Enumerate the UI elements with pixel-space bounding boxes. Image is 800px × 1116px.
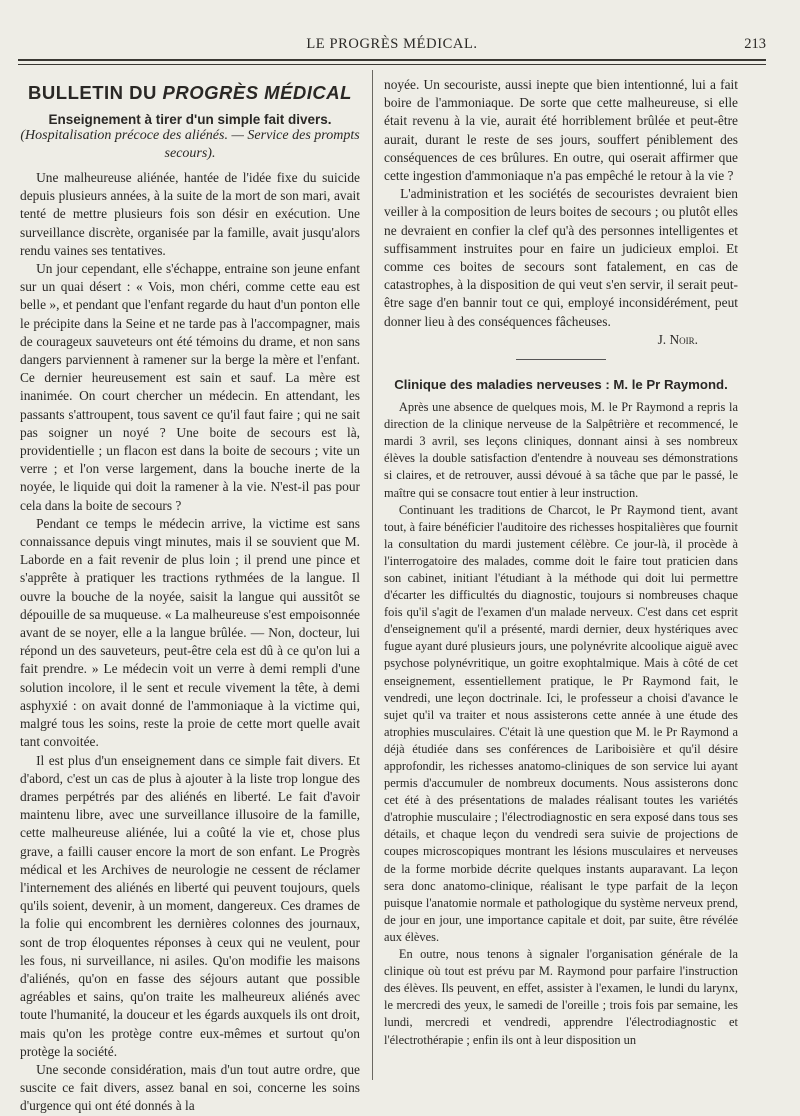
article-title: Enseignement à tirer d'un simple fait divers. bbox=[48, 112, 332, 127]
article-subtitle: (Hospitalisation précoce des aliénés. — Service des prompts secours). bbox=[20, 128, 360, 161]
header-rule-thin bbox=[18, 64, 766, 65]
bulletin-title bbox=[20, 82, 360, 104]
author-signature: J. Noir. bbox=[657, 331, 698, 347]
signature-line bbox=[384, 331, 738, 349]
left-column bbox=[20, 76, 360, 1114]
paragraph: Après une absence de quelques mois, M. le Pr Raymond a repris la direction de la clinique nerveuse de la Salpêtrière et recommencé, le mardi 3 avril, ses leçons cliniques, donnant ainsi à ses nombreux élèves la double satisfaction d'entendre à nouveau ses démonstrations si claires, et de retrouver, aussi dévoué à sa tâche que par le passé, le maître qui se consacre tout entier à leur instruction. bbox=[384, 400, 738, 500]
bulletin-title-journal: PROGRÈS MÉDICAL bbox=[162, 82, 352, 103]
paragraph: Continuant les traditions de Charcot, le Pr Raymond tient, avant tout, à faire bénéficier l'auditoire des richesses hospitalières que fournit la consultation du mardi justement célèbre. Ce jour-là, il procède à l'interrogatoire des malades, comme doit le faire tout praticien dans son cabinet, initiant l'étudiant à la méthode qui doit lui permettre d'écarter les difficultés du diagnostic, toujours si nombreuses chaque fois qu'il s'agit de l'examen d'un malade nerveux. C'est dans cet esprit d'enseignement qu'il a présenté, mardi dernier, deux hystériques avec fugue ayant duré plusieurs jours, une polynévrite alcoolique aiguë avec psychose polynévritique, un goitre exophtalmique. Mais à côté de cet enseignement, essentiellement pratique, le Pr Raymond fait, le vendredi, une leçon doctrinale. Ici, le professeur a choisi d'avance le sujet qu'il va traiter et nous assisterons cette année à une étude des atrophies musculaires. C'était là une question que M. le Pr Raymond a déjà étudiée dans ses conférences de Lariboisière et qu'il désire approfondir, les richesses anatomo-cliniques de son service lui ayant permis d'accumuler de nombreux documents. Nous assisterons donc cet été à des présentations de malades réalisant toutes les variétés d'atrophie musculaire ; l'électrodiagnostic en sera exposé dans tous ses détails, et chaque leçon du vendredi sera suivie de projections de coupes microscopiques montrant les lésions musculaires et nerveuses de la forme morbide décrite quelques instants auparavant. La leçon sera donc anatomo-clinique, réalisant le type parfait de la leçon puisque l'anatomie normale et pathologique du système nerveux prend, de jour en jour, une importance capitale et doit, par suite, être révélée aux élèves. bbox=[384, 502, 738, 944]
paragraph: Une malheureuse aliénée, hantée de l'idée fixe du suicide depuis plusieurs années, à la suite de la mort de son mari, avait tenté de mettre plusieurs fois son désir en exécution. Une surveillance discrète, organisée par la famille, avait jusqu'alors rendu vaines ses tentatives. bbox=[20, 170, 360, 258]
column-divider bbox=[372, 70, 373, 1080]
paragraph: Un jour cependant, elle s'échappe, entraine son jeune enfant sur un quai désert : « Vois, mon chéri, comme cette eau est belle », et pendant que l'enfant regarde du haut d'un ponton elle le précipite dans la Seine et ne tarde pas à l'accompagner, mais de courageux sauveteurs ont été témoins du drame, et non sans dangers parviennent à ramener sur la berge la mère et l'enfant. Ce dernier heureusement est sain et sauf. La mère est inanimée. On court chercher un médecin. En attendant, les passants s'attroupent, tous savent ce qu'il faut faire ; qui ne sait pas soigner un noyé ? Une boite de secours est là, providentielle ; un flacon est dans la boite de secours ; vite un verre ; et l'on verse largement, dans la bouche inerte de la noyée, le liquide qui doit la ramener à la vie. N'est-il pas pour cela dans la boite de secours ? bbox=[20, 261, 360, 513]
article-title: Clinique des maladies nerveuses : M. le Pr Raymond. bbox=[394, 377, 728, 393]
paragraph: Il est plus d'un enseignement dans ce simple fait divers. Et d'abord, c'est un cas de plus à ajouter à la liste trop longue des drames perpétrés par des aliénés en liberté. Le fait d'avoir maintenu libre, avec une surveillance illusoire de la famille, cette malheureuse aliénée, lui a coûté la vie et, chose plus grave, a failli causer encore la mort de son enfant. Le Progrès médical et les Archives de neurologie ne cessent de réclamer l'internement des aliénés en liberté qui peuvent toujours, quels qu'ils soient, devenir, à un moment, dangereux. Ces drames de la folie qui encombrent les dernières colonnes des journaux, sont de trop éloquentes réponses à ceux qui ne veulent, pour les fous, ni surveillance, ni asiles. Qu'on modifie les maisons d'aliénés, qu'on en fasse des séjours autant que possible agréables et sains, qu'on traite les malheureux aliénés avec toute l'humanité, la douceur et les égards auxquels ils ont droit, mais qu'on les protège contre eux-mêmes et surtout qu'on protège la société. bbox=[20, 752, 360, 1059]
paragraph: Une seconde considération, mais d'un tout autre ordre, que suscite ce fait divers, assez banal en soi, concerne les soins d'urgence qui ont été donnés à la bbox=[20, 1061, 360, 1114]
header-rule bbox=[18, 59, 766, 61]
page-header bbox=[18, 36, 766, 56]
paragraph: noyée. Un secouriste, aussi inepte que bien intentionné, lui a fait boire de l'ammoniaque. De sorte que cette malheureuse, si elle était revenu à la vie, aurait été horriblement brûlée et peut-être aurait, durant le reste de ses jours, souffert péniblement des conséquences de ces brûlures. En outre, qui oserait affirmer que cette ingestion d'ammoniaque n'a pas empêché le retour à la vie ? bbox=[384, 77, 738, 184]
paragraph: En outre, nous tenons à signaler l'organisation générale de la clinique où tout est prévu par M. Raymond pour parfaire l'instruction des élèves. Ils peuvent, en effet, assister à l'examen, le lundi du larynx, le mercredi des yeux, le samedi de l'oreille ; trois fois par semaine, les lundi, mercredi et vendredi, apprendre l'électrodiagnostic et l'électrothérapie ; enfin ils ont à leur disposition un bbox=[384, 947, 738, 1047]
paragraph: Pendant ce temps le médecin arrive, la victime est sans connaissance depuis vingt minutes, mais il se souvient que M. Laborde en a fait revenir de plus loin ; il prend une pince et s'apprête à pratiquer les tractions rythmées de la langue. Il ouvre la bouche de la noyée, saisit la langue qui aussitôt se dépouille de sa muqueuse. « La malheureuse s'est empoisonnée avant de se noyer, elle a la langue brûlée. — Non, docteur, lui répond un des sauveteurs, peut-être cela est dû à ce qu'on lui a fait prendre. » Le médecin voit un verre à demi rempli d'une solution incolore, il le sent et recule vivement la tête, à demi asphyxié : on avait donné de l'ammoniaque à la victime qui, malgré tous les soins, reste la proie de cette mort quelle avait tant convoitée. bbox=[20, 515, 360, 750]
running-title: LE PROGRÈS MÉDICAL. bbox=[306, 36, 478, 52]
right-column bbox=[384, 76, 738, 1084]
section-separator bbox=[516, 359, 606, 360]
paragraph: L'administration et les sociétés de secouristes devraient bien veiller à la composition de leurs boites de secours ; ou plutôt elles ne devraient en confier la clef qu'à des personnes intelligentes et suffisamment instruites pour en faire un judicieux emploi. Et comme ces boites de secours sont fatalement, en cas de catastrophes, à la disposition de qui veut s'en servir, il serait peut-être sage d'en bannir tout ce qui, employé inconsidérément, peut donner lieu à des conséquences fâcheuses. bbox=[384, 186, 738, 329]
page-number: 213 bbox=[744, 36, 766, 52]
bulletin-title-prefix: BULLETIN DU bbox=[28, 82, 157, 103]
